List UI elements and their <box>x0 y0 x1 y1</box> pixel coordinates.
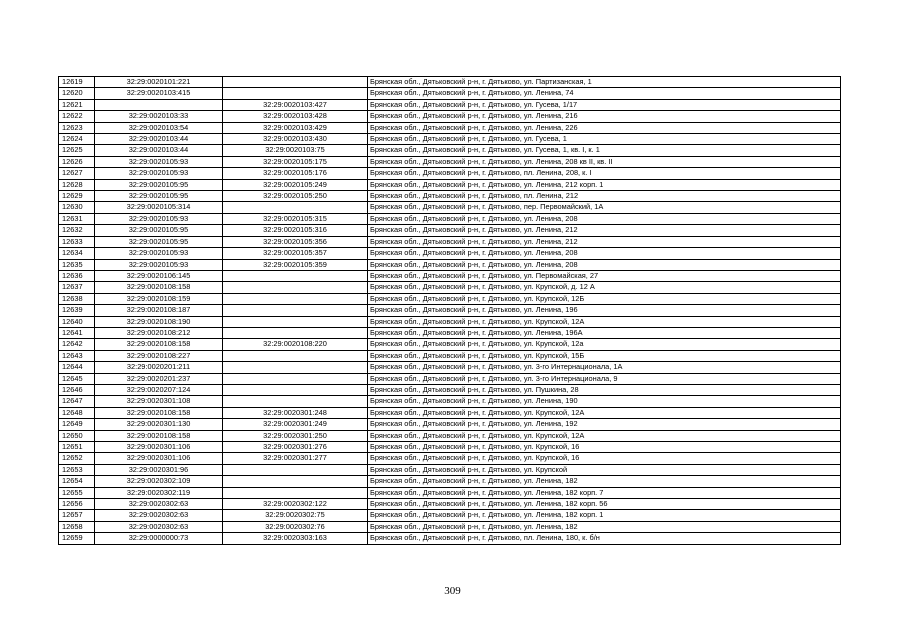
address-cell: Брянская обл., Дятьковский р-н, г. Дятьково, пл. Ленина, 212 <box>368 191 841 202</box>
linked-cadastral-number-cell: 32:29:0020105:356 <box>223 236 368 247</box>
address-cell: Брянская обл., Дятьковский р-н, г. Дятьково, ул. Пушкина, 28 <box>368 384 841 395</box>
cadastral-number-cell: 32:29:0020301:106 <box>95 442 223 453</box>
cadastral-number-cell: 32:29:0020105:95 <box>95 236 223 247</box>
linked-cadastral-number-cell: 32:29:0020105:175 <box>223 156 368 167</box>
row-number-cell: 12635 <box>59 259 95 270</box>
linked-cadastral-number-cell: 32:29:0020301:250 <box>223 430 368 441</box>
row-number-cell: 12649 <box>59 419 95 430</box>
linked-cadastral-number-cell: 32:29:0020103:428 <box>223 111 368 122</box>
row-number-cell: 12651 <box>59 442 95 453</box>
row-number-cell: 12650 <box>59 430 95 441</box>
address-cell: Брянская обл., Дятьковский р-н, г. Дятьково, ул. Крупской, 12А <box>368 407 841 418</box>
linked-cadastral-number-cell <box>223 202 368 213</box>
property-table-body <box>59 77 841 545</box>
table-row <box>59 510 841 521</box>
row-number-cell: 12652 <box>59 453 95 464</box>
table-row <box>59 442 841 453</box>
address-cell: Брянская обл., Дятьковский р-н, г. Дятьково, ул. Ленина, 208 <box>368 213 841 224</box>
linked-cadastral-number-cell: 32:29:0020105:316 <box>223 225 368 236</box>
cadastral-number-cell: 32:29:0020108:227 <box>95 350 223 361</box>
cadastral-number-cell: 32:29:0020105:95 <box>95 179 223 190</box>
row-number-cell: 12644 <box>59 362 95 373</box>
cadastral-number-cell: 32:29:0020301:108 <box>95 396 223 407</box>
cadastral-number-cell: 32:29:0020103:44 <box>95 145 223 156</box>
row-number-cell: 12633 <box>59 236 95 247</box>
address-cell: Брянская обл., Дятьковский р-н, г. Дятьково, ул. Ленина, 216 <box>368 111 841 122</box>
row-number-cell: 12624 <box>59 134 95 145</box>
linked-cadastral-number-cell: 32:29:0020303:163 <box>223 533 368 544</box>
table-row <box>59 350 841 361</box>
linked-cadastral-number-cell: 32:29:0020302:122 <box>223 499 368 510</box>
table-row <box>59 293 841 304</box>
table-row <box>59 407 841 418</box>
address-cell: Брянская обл., Дятьковский р-н, г. Дятьково, ул. Партизанская, 1 <box>368 77 841 88</box>
address-cell: Брянская обл., Дятьковский р-н, г. Дятьково, ул. Ленина, 212 <box>368 225 841 236</box>
cadastral-number-cell: 32:29:0020302:63 <box>95 499 223 510</box>
cadastral-number-cell: 32:29:0020108:159 <box>95 293 223 304</box>
row-number-cell: 12628 <box>59 179 95 190</box>
row-number-cell: 12648 <box>59 407 95 418</box>
cadastral-number-cell: 32:29:0020201:211 <box>95 362 223 373</box>
address-cell: Брянская обл., Дятьковский р-н, г. Дятьково, ул. Ленина, 212 корп. 1 <box>368 179 841 190</box>
row-number-cell: 12647 <box>59 396 95 407</box>
cadastral-number-cell: 32:29:0020207:124 <box>95 384 223 395</box>
cadastral-number-cell: 32:29:0020301:130 <box>95 419 223 430</box>
cadastral-number-cell <box>95 99 223 110</box>
linked-cadastral-number-cell: 32:29:0020105:357 <box>223 248 368 259</box>
cadastral-number-cell: 32:29:0020201:237 <box>95 373 223 384</box>
linked-cadastral-number-cell: 32:29:0020301:276 <box>223 442 368 453</box>
table-row <box>59 453 841 464</box>
row-number-cell: 12619 <box>59 77 95 88</box>
linked-cadastral-number-cell <box>223 305 368 316</box>
address-cell: Брянская обл., Дятьковский р-н, г. Дятьково, ул. Ленина, 182 корп. 7 <box>368 487 841 498</box>
row-number-cell: 12658 <box>59 521 95 532</box>
table-row <box>59 134 841 145</box>
linked-cadastral-number-cell: 32:29:0020105:359 <box>223 259 368 270</box>
linked-cadastral-number-cell: 32:29:0020103:430 <box>223 134 368 145</box>
cadastral-number-cell: 32:29:0020106:145 <box>95 270 223 281</box>
table-row <box>59 305 841 316</box>
cadastral-number-cell: 32:29:0020103:415 <box>95 88 223 99</box>
row-number-cell: 12641 <box>59 327 95 338</box>
row-number-cell: 12654 <box>59 476 95 487</box>
linked-cadastral-number-cell: 32:29:0020103:429 <box>223 122 368 133</box>
table-row <box>59 373 841 384</box>
linked-cadastral-number-cell <box>223 282 368 293</box>
cadastral-number-cell: 32:29:0020105:314 <box>95 202 223 213</box>
cadastral-number-cell: 32:29:0020108:158 <box>95 430 223 441</box>
row-number-cell: 12626 <box>59 156 95 167</box>
address-cell: Брянская обл., Дятьковский р-н, г. Дятьково, ул. Первомайская, 27 <box>368 270 841 281</box>
table-row <box>59 327 841 338</box>
cadastral-number-cell: 32:29:0020108:158 <box>95 407 223 418</box>
table-row <box>59 384 841 395</box>
address-cell: Брянская обл., Дятьковский р-н, г. Дятьково, ул. Ленина, 190 <box>368 396 841 407</box>
table-row <box>59 316 841 327</box>
address-cell: Брянская обл., Дятьковский р-н, г. Дятьково, ул. Ленина, 226 <box>368 122 841 133</box>
table-row <box>59 362 841 373</box>
linked-cadastral-number-cell <box>223 487 368 498</box>
row-number-cell: 12630 <box>59 202 95 213</box>
address-cell: Брянская обл., Дятьковский р-н, г. Дятьково, ул. Ленина, 74 <box>368 88 841 99</box>
row-number-cell: 12623 <box>59 122 95 133</box>
row-number-cell: 12627 <box>59 168 95 179</box>
linked-cadastral-number-cell: 32:29:0020302:76 <box>223 521 368 532</box>
row-number-cell: 12634 <box>59 248 95 259</box>
row-number-cell: 12657 <box>59 510 95 521</box>
address-cell: Брянская обл., Дятьковский р-н, г. Дятьково, ул. Ленина, 182 корп. 56 <box>368 499 841 510</box>
table-row <box>59 430 841 441</box>
address-cell: Брянская обл., Дятьковский р-н, г. Дятьково, ул. Ленина, 182 корп. 1 <box>368 510 841 521</box>
cadastral-number-cell: 32:29:0020302:63 <box>95 510 223 521</box>
page-number: 309 <box>444 585 461 597</box>
linked-cadastral-number-cell <box>223 270 368 281</box>
table-row <box>59 521 841 532</box>
linked-cadastral-number-cell <box>223 384 368 395</box>
address-cell: Брянская обл., Дятьковский р-н, г. Дятьково, ул. Крупской, 12а <box>368 339 841 350</box>
table-row <box>59 499 841 510</box>
table-row <box>59 168 841 179</box>
table-row <box>59 122 841 133</box>
linked-cadastral-number-cell: 32:29:0020302:75 <box>223 510 368 521</box>
table-row <box>59 270 841 281</box>
row-number-cell: 12645 <box>59 373 95 384</box>
table-row <box>59 464 841 475</box>
address-cell: Брянская обл., Дятьковский р-н, г. Дятьково, ул. Гусева, 1 <box>368 134 841 145</box>
row-number-cell: 12637 <box>59 282 95 293</box>
cadastral-number-cell: 32:29:0020302:109 <box>95 476 223 487</box>
address-cell: Брянская обл., Дятьковский р-н, г. Дятьково, пл. Ленина, 180, к. б/н <box>368 533 841 544</box>
table-row <box>59 248 841 259</box>
row-number-cell: 12646 <box>59 384 95 395</box>
address-cell: Брянская обл., Дятьковский р-н, г. Дятьково, ул. Ленина, 212 <box>368 236 841 247</box>
row-number-cell: 12629 <box>59 191 95 202</box>
linked-cadastral-number-cell <box>223 396 368 407</box>
cadastral-number-cell: 32:29:0020105:93 <box>95 259 223 270</box>
linked-cadastral-number-cell <box>223 362 368 373</box>
cadastral-number-cell: 32:29:0020105:95 <box>95 225 223 236</box>
address-cell: Брянская обл., Дятьковский р-н, г. Дятьково, ул. Крупской <box>368 464 841 475</box>
row-number-cell: 12656 <box>59 499 95 510</box>
address-cell: Брянская обл., Дятьковский р-н, г. Дятьково, пл. Ленина, 208, к. I <box>368 168 841 179</box>
address-cell: Брянская обл., Дятьковский р-н, г. Дятьково, ул. Ленина, 196А <box>368 327 841 338</box>
cadastral-number-cell: 32:29:0020105:93 <box>95 156 223 167</box>
cadastral-number-cell: 32:29:0020302:63 <box>95 521 223 532</box>
table-row <box>59 145 841 156</box>
row-number-cell: 12621 <box>59 99 95 110</box>
linked-cadastral-number-cell: 32:29:0020103:427 <box>223 99 368 110</box>
address-cell: Брянская обл., Дятьковский р-н, г. Дятьково, ул. Ленина, 208 <box>368 259 841 270</box>
table-row <box>59 88 841 99</box>
row-number-cell: 12642 <box>59 339 95 350</box>
cadastral-number-cell: 32:29:0020108:187 <box>95 305 223 316</box>
address-cell: Брянская обл., Дятьковский р-н, г. Дятьково, ул. Крупской, 12А <box>368 430 841 441</box>
row-number-cell: 12636 <box>59 270 95 281</box>
table-row <box>59 213 841 224</box>
address-cell: Брянская обл., Дятьковский р-н, г. Дятьково, ул. Гусева, 1, кв. I, к. 1 <box>368 145 841 156</box>
table-row <box>59 202 841 213</box>
cadastral-number-cell: 32:29:0020105:95 <box>95 191 223 202</box>
table-row <box>59 99 841 110</box>
address-cell: Брянская обл., Дятьковский р-н, г. Дятьково, ул. Крупской, 16 <box>368 453 841 464</box>
linked-cadastral-number-cell <box>223 293 368 304</box>
cadastral-number-cell: 32:29:0020103:44 <box>95 134 223 145</box>
address-cell: Брянская обл., Дятьковский р-н, г. Дятьково, ул. Ленина, 182 <box>368 521 841 532</box>
address-cell: Брянская обл., Дятьковский р-н, г. Дятьково, ул. Ленина, 208 кв II, кв. II <box>368 156 841 167</box>
cadastral-number-cell: 32:29:0020103:33 <box>95 111 223 122</box>
cadastral-number-cell: 32:29:0020103:54 <box>95 122 223 133</box>
address-cell: Брянская обл., Дятьковский р-н, г. Дятьково, ул. Крупской, д. 12 А <box>368 282 841 293</box>
address-cell: Брянская обл., Дятьковский р-н, г. Дятьково, ул. Ленина, 192 <box>368 419 841 430</box>
table-row <box>59 396 841 407</box>
cadastral-number-cell: 32:29:0020101:221 <box>95 77 223 88</box>
linked-cadastral-number-cell <box>223 77 368 88</box>
table-row <box>59 419 841 430</box>
cadastral-number-cell: 32:29:0020108:158 <box>95 282 223 293</box>
linked-cadastral-number-cell <box>223 476 368 487</box>
table-row <box>59 77 841 88</box>
linked-cadastral-number-cell <box>223 327 368 338</box>
table-row <box>59 487 841 498</box>
linked-cadastral-number-cell: 32:29:0020105:176 <box>223 168 368 179</box>
row-number-cell: 12659 <box>59 533 95 544</box>
table-row <box>59 259 841 270</box>
table-row <box>59 533 841 544</box>
cadastral-number-cell: 32:29:0020302:119 <box>95 487 223 498</box>
row-number-cell: 12625 <box>59 145 95 156</box>
linked-cadastral-number-cell: 32:29:0020301:277 <box>223 453 368 464</box>
address-cell: Брянская обл., Дятьковский р-н, г. Дятьково, пер. Первомайский, 1А <box>368 202 841 213</box>
row-number-cell: 12638 <box>59 293 95 304</box>
cadastral-number-cell: 32:29:0000000:73 <box>95 533 223 544</box>
cadastral-number-cell: 32:29:0020105:93 <box>95 248 223 259</box>
row-number-cell: 12622 <box>59 111 95 122</box>
linked-cadastral-number-cell <box>223 464 368 475</box>
property-table <box>58 76 841 545</box>
table-row <box>59 179 841 190</box>
table-row <box>59 156 841 167</box>
address-cell: Брянская обл., Дятьковский р-н, г. Дятьково, ул. Гусева, 1/17 <box>368 99 841 110</box>
table-row <box>59 282 841 293</box>
cadastral-number-cell: 32:29:0020105:93 <box>95 213 223 224</box>
cadastral-number-cell: 32:29:0020108:158 <box>95 339 223 350</box>
row-number-cell: 12639 <box>59 305 95 316</box>
table-row <box>59 476 841 487</box>
cadastral-number-cell: 32:29:0020105:93 <box>95 168 223 179</box>
table-row <box>59 225 841 236</box>
address-cell: Брянская обл., Дятьковский р-н, г. Дятьково, ул. Ленина, 196 <box>368 305 841 316</box>
linked-cadastral-number-cell: 32:29:0020301:249 <box>223 419 368 430</box>
address-cell: Брянская обл., Дятьковский р-н, г. Дятьково, ул. Крупской, 12Б <box>368 293 841 304</box>
linked-cadastral-number-cell: 32:29:0020105:249 <box>223 179 368 190</box>
row-number-cell: 12620 <box>59 88 95 99</box>
table-row <box>59 339 841 350</box>
address-cell: Брянская обл., Дятьковский р-н, г. Дятьково, ул. Ленина, 208 <box>368 248 841 259</box>
row-number-cell: 12643 <box>59 350 95 361</box>
address-cell: Брянская обл., Дятьковский р-н, г. Дятьково, ул. 3-го Интернационала, 1А <box>368 362 841 373</box>
row-number-cell: 12631 <box>59 213 95 224</box>
linked-cadastral-number-cell <box>223 316 368 327</box>
cadastral-number-cell: 32:29:0020301:96 <box>95 464 223 475</box>
row-number-cell: 12640 <box>59 316 95 327</box>
row-number-cell: 12632 <box>59 225 95 236</box>
linked-cadastral-number-cell: 32:29:0020105:250 <box>223 191 368 202</box>
row-number-cell: 12655 <box>59 487 95 498</box>
address-cell: Брянская обл., Дятьковский р-н, г. Дятьково, ул. Крупской, 12А <box>368 316 841 327</box>
address-cell: Брянская обл., Дятьковский р-н, г. Дятьково, ул. Крупской, 16 <box>368 442 841 453</box>
address-cell: Брянская обл., Дятьковский р-н, г. Дятьково, ул. 3-го Интернационала, 9 <box>368 373 841 384</box>
linked-cadastral-number-cell: 32:29:0020103:75 <box>223 145 368 156</box>
row-number-cell: 12653 <box>59 464 95 475</box>
table-row <box>59 191 841 202</box>
linked-cadastral-number-cell: 32:29:0020301:248 <box>223 407 368 418</box>
linked-cadastral-number-cell <box>223 88 368 99</box>
cadastral-number-cell: 32:29:0020108:190 <box>95 316 223 327</box>
cadastral-number-cell: 32:29:0020301:106 <box>95 453 223 464</box>
table-row <box>59 111 841 122</box>
linked-cadastral-number-cell: 32:29:0020105:315 <box>223 213 368 224</box>
linked-cadastral-number-cell: 32:29:0020108:220 <box>223 339 368 350</box>
table-row <box>59 236 841 247</box>
linked-cadastral-number-cell <box>223 373 368 384</box>
cadastral-number-cell: 32:29:0020108:212 <box>95 327 223 338</box>
linked-cadastral-number-cell <box>223 350 368 361</box>
address-cell: Брянская обл., Дятьковский р-н, г. Дятьково, ул. Ленина, 182 <box>368 476 841 487</box>
address-cell: Брянская обл., Дятьковский р-н, г. Дятьково, ул. Крупской, 15Б <box>368 350 841 361</box>
